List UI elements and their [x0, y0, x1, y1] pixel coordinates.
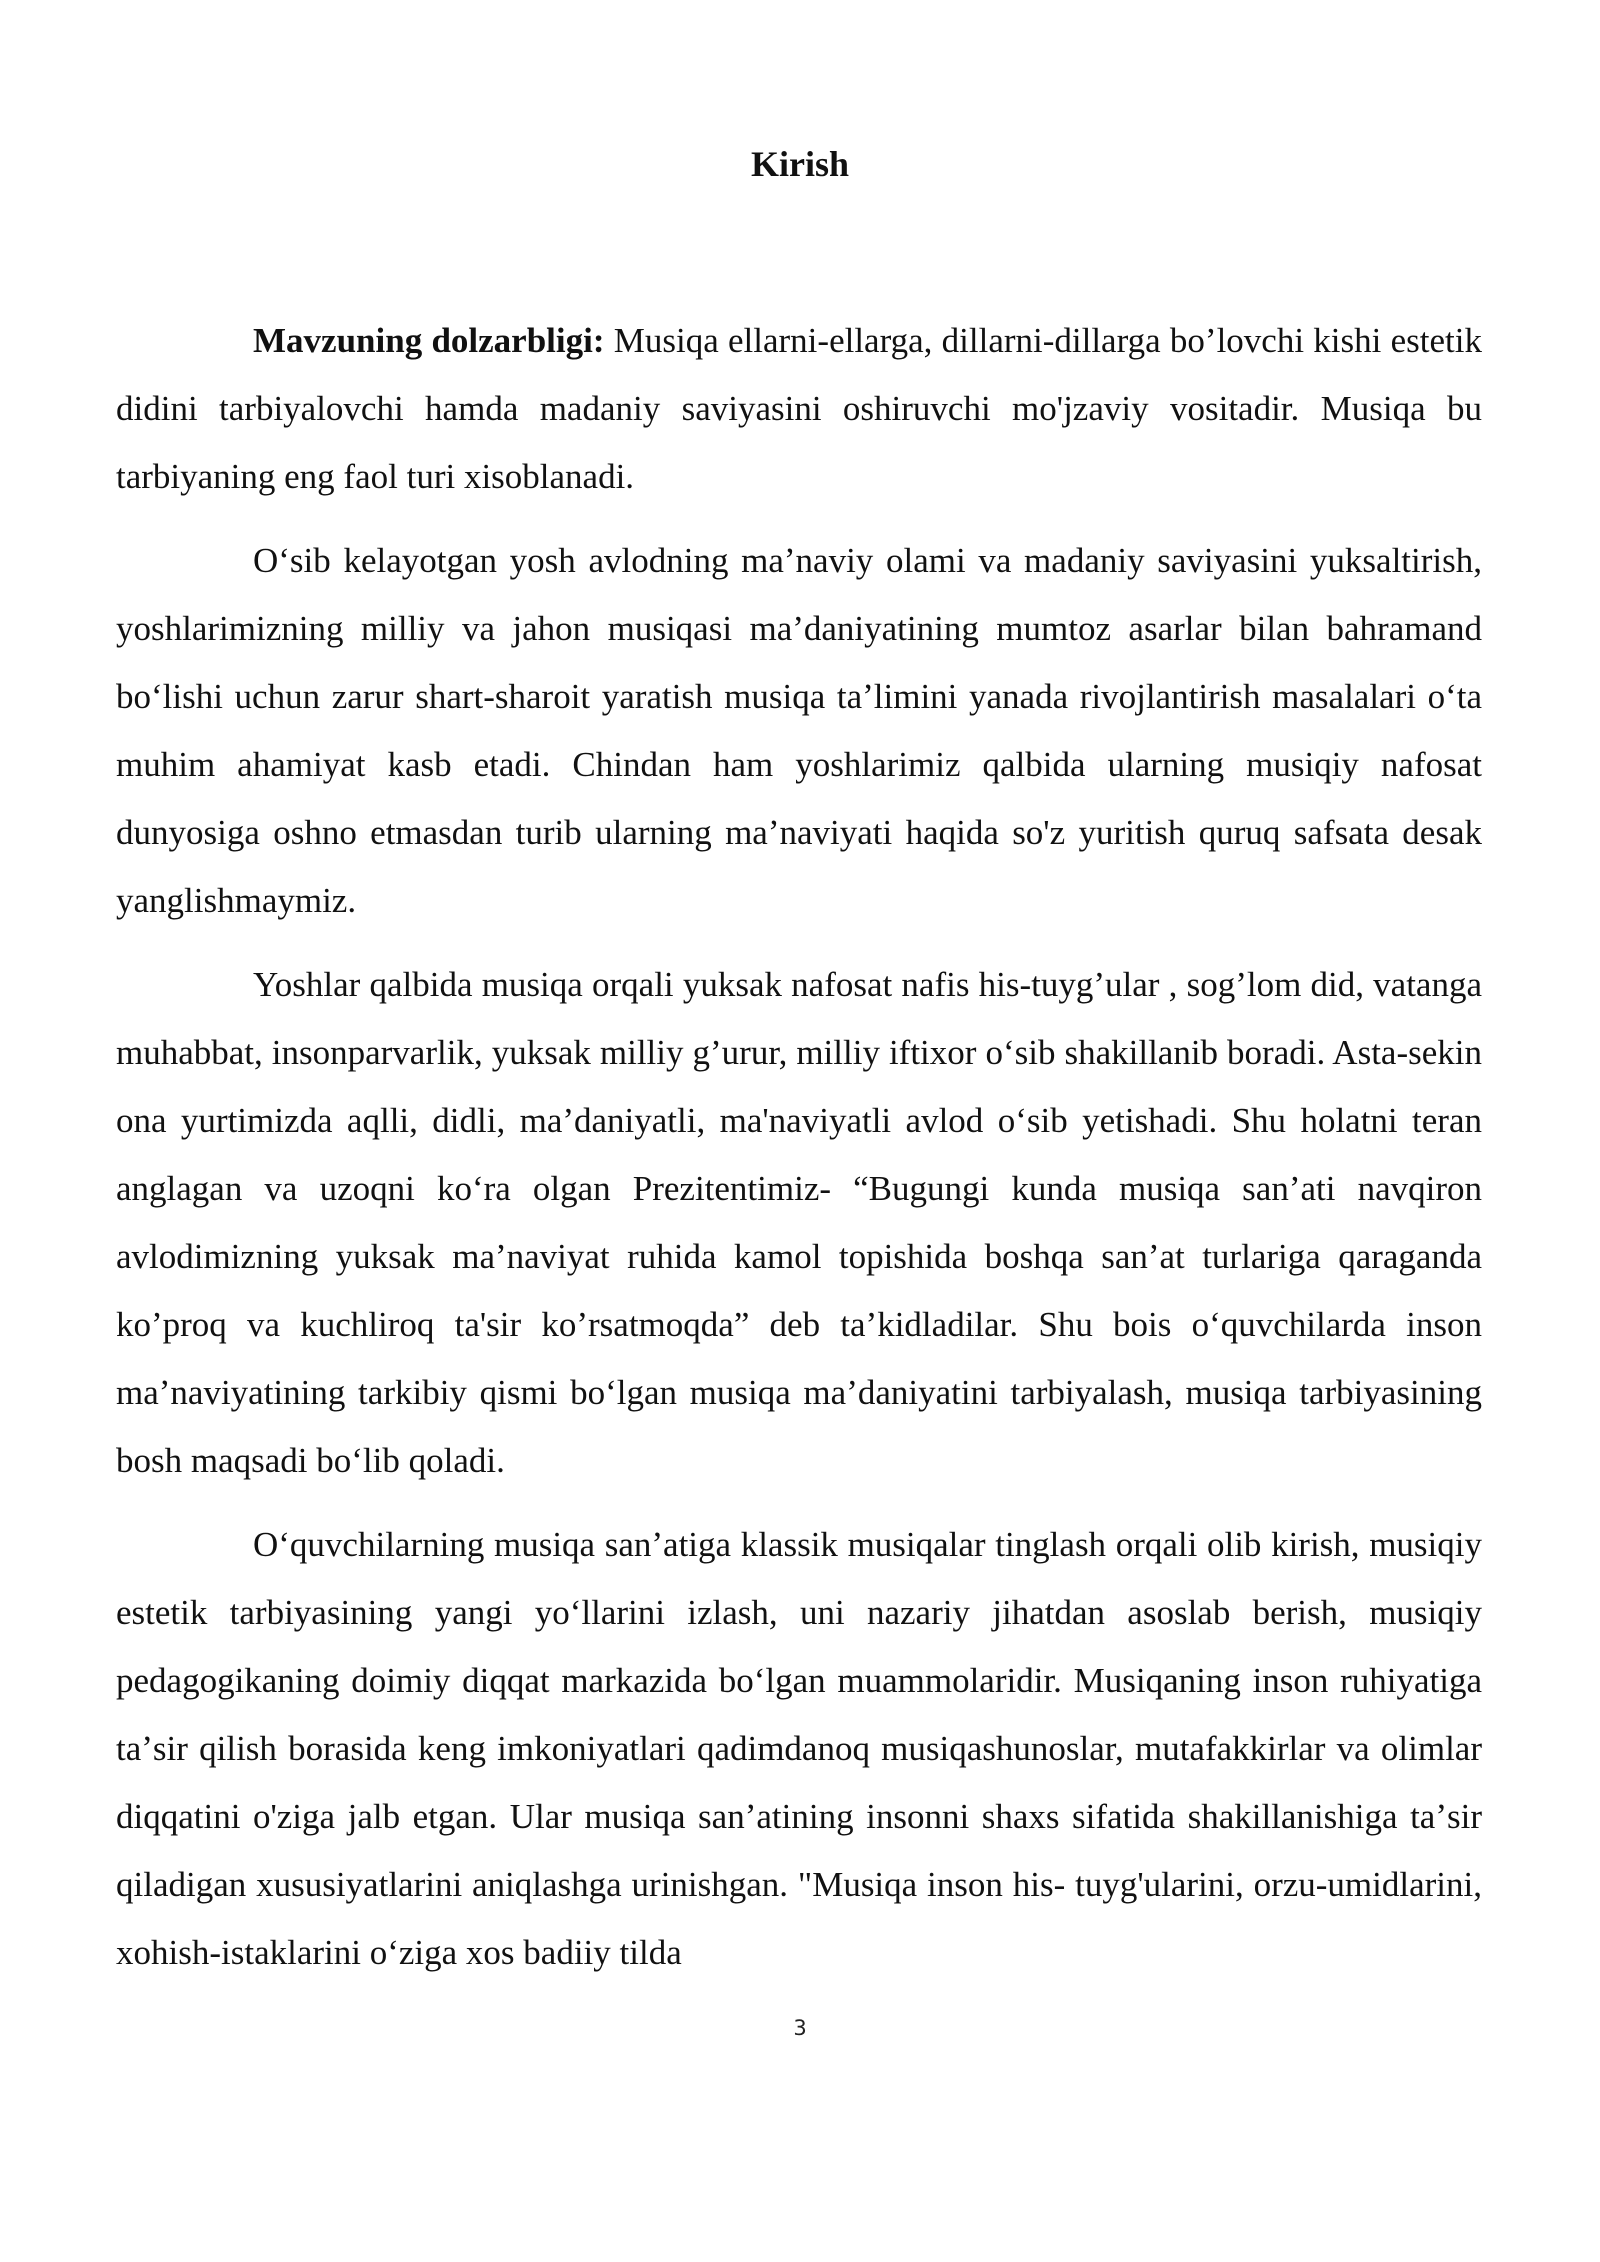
paragraph-text: Oʻquvchilarning musiqa sanʼatiga klassik musiqalar tinglash orqali olib kirish, musiqiy estetik tarbiyasining yangi yoʻllarini izlash, uni nazariy jihatdan asoslab berish, musiqiy pedagogikaning doimiy diqqat markazida boʻlgan muammolaridir. Musiqaning inson ruhiyatiga taʼsir qilish borasida keng imkoniyatlari qadimdanoq musiqashunoslar, mutafakkirlar va olimlar diqqatini o'ziga jalb etgan. Ular musiqa sanʼatining insonni shaxs sifatida shakillanishiga taʼsir qiladigan xususiyatlarini aniqlashga urinishgan. "Musiqa inson his- tuyg'ularini, orzu-umidlarini, xohish-istaklarini oʻziga xos badiiy tilda	[116, 1525, 1482, 1972]
paragraph-text: Yoshlar qalbida musiqa orqali yuksak nafosat nafis his-tuyg’ular , sog’lom did, vatanga muhabbat, insonparvarlik, yuksak milliy g’urur, milliy iftixor oʻsib shakillanib boradi. Asta-sekin ona yurtimizda aqlli, didli, ma’daniyatli, ma'naviyatli avlod oʻsib yetishadi. Shu holatni teran anglagan va uzoqni koʻra olgan Prezitentimiz- “Bugungi kunda musiqa san’ati navqiron avlodimizning yuksak ma’naviyat ruhida kamol topishida boshqa san’at turlariga qaraganda ko’proq va kuchliroq ta'sir ko’rsatmoqda” deb ta’kidladilar. Shu bois oʻquvchilarda inson maʼnaviyatining tarkibiy qismi boʻlgan musiqa ma’daniyatini tarbiyalash, musiqa tarbiyasining bosh maqsadi boʻlib qoladi.	[116, 965, 1482, 1480]
paragraph	[116, 1511, 1482, 1987]
paragraph-text: Musiqa ellarni-ellarga, dillarni-dillarga bo’lovchi kishi estetik didini tarbiyalovchi hamda madaniy saviyasini oshiruvchi mo'jzaviy vositadir. Musiqa bu tarbiyaning eng faol turi xisoblanadi.	[116, 321, 1482, 496]
paragraph	[116, 951, 1482, 1495]
page-title: Kirish	[750, 144, 849, 184]
paragraph	[116, 527, 1482, 935]
paragraph-relevance	[116, 307, 1482, 511]
paragraph-lead-heading: Mavzuning dolzarbligi:	[253, 321, 605, 360]
paragraph-text: Oʻsib kelayotgan yosh avlodning maʼnaviy olami va madaniy saviyasini yuksaltirish, yoshlarimizning milliy va jahon musiqasi ma’daniyatining mumtoz asarlar bilan bahramand boʻlishi uchun zarur shart-sharoit yaratish musiqa taʼlimini yanada rivojlantirish masalalari oʻta muhim ahamiyat kasb etadi. Chindan ham yoshlarimiz qalbida ularning musiqiy nafosat dunyosiga oshno etmasdan turib ularning maʼnaviyati haqida so'z yuritish quruq safsata desak yanglishmaymiz.	[116, 541, 1482, 920]
document-body	[116, 307, 1482, 2003]
page-number: 3	[793, 2016, 807, 2040]
